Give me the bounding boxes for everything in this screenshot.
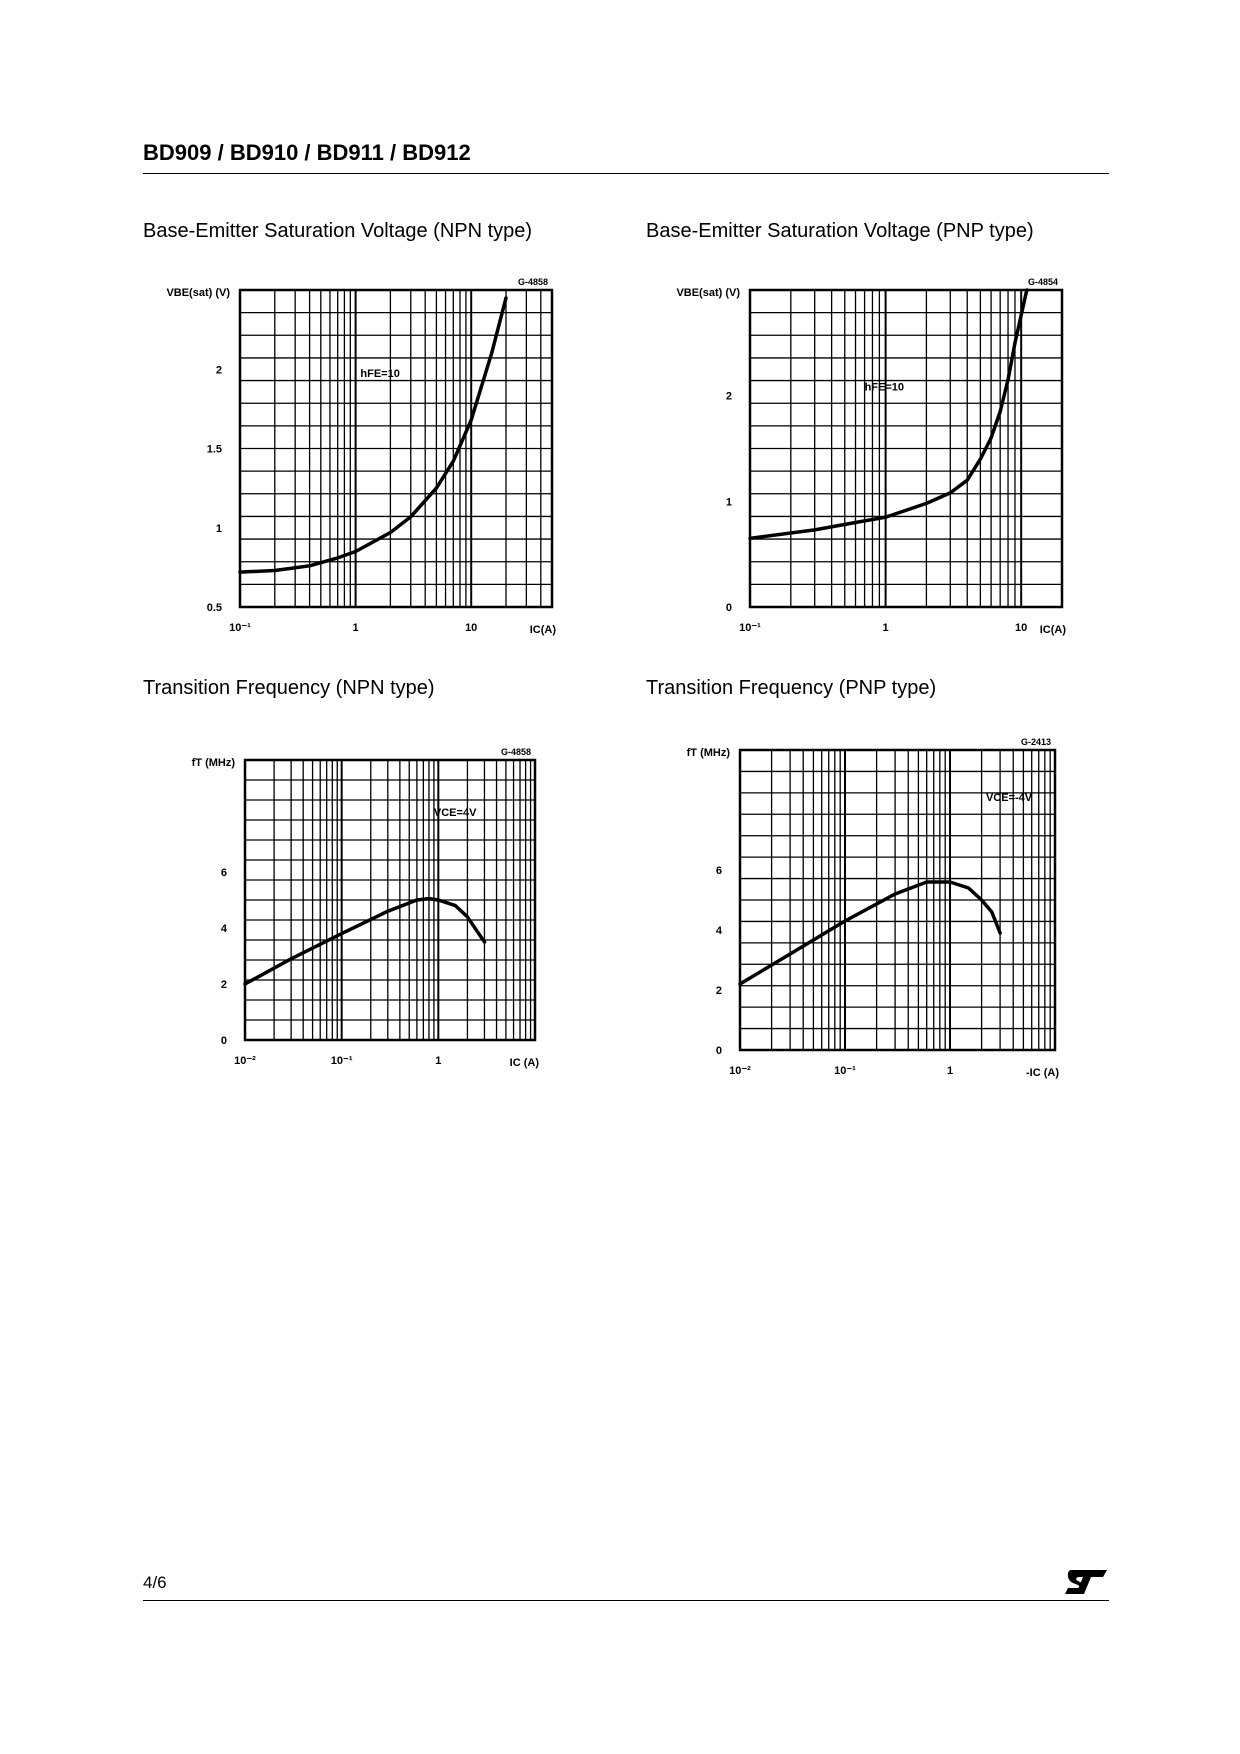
curve-annotation: VCE=4V (433, 807, 477, 819)
x-tick-label: 1 (352, 622, 359, 634)
x-axis-label: IC(A) (1039, 624, 1066, 636)
curve-annotation: hFE=10 (864, 381, 905, 394)
x-tick-label: 10⁻² (729, 1065, 751, 1077)
x-tick-label: 10 (465, 622, 478, 634)
chart-title-npn-vbe: Base-Emitter Saturation Voltage (NPN type) (143, 220, 533, 242)
y-tick-label: 6 (715, 865, 722, 877)
chart-pnp-ft (680, 730, 1080, 1100)
chart-title-pnp-ft: Transition Frequency (PNP type) (646, 677, 937, 699)
x-tick-label: 10⁻² (234, 1055, 256, 1067)
series-line (740, 882, 1000, 984)
figure-code: G-2413 (1020, 737, 1051, 747)
y-tick-label: 4 (220, 923, 227, 935)
y-tick-label: 2 (715, 985, 722, 997)
x-axis-label: -IC (A) (1026, 1067, 1059, 1079)
x-axis-label: IC (A) (509, 1057, 539, 1069)
chart-pnp-vbe (676, 270, 1080, 655)
x-tick-label: 10⁻¹ (229, 622, 251, 634)
y-tick-label: 2 (220, 979, 227, 991)
x-tick-label: 10⁻¹ (834, 1065, 856, 1077)
x-tick-label: 1 (435, 1055, 442, 1067)
y-tick-label: 4 (715, 925, 722, 937)
y-axis-label: VBE(sat) (V) (676, 287, 740, 299)
chart-npn-ft (190, 730, 590, 1085)
y-tick-label: 0 (220, 1035, 227, 1047)
x-tick-label: 10⁻¹ (330, 1055, 353, 1067)
footer-rule (143, 1600, 1109, 1601)
chart-title-npn-ft: Transition Frequency (NPN type) (143, 677, 435, 699)
curve-annotation: VCE=-4V (985, 792, 1033, 804)
y-tick-label: 0 (725, 602, 732, 614)
curve-annotation: hFE=10 (360, 368, 400, 381)
page-header-title: BD909 / BD910 / BD911 / BD912 (143, 140, 471, 165)
figure-code: G-4858 (517, 277, 548, 287)
figure-code: G-4854 (1027, 277, 1058, 287)
chart-npn-vbe (166, 270, 570, 655)
chart-title-pnp-vbe: Base-Emitter Saturation Voltage (PNP type) (646, 220, 1034, 242)
y-axis-label: fT (MHz) (686, 747, 730, 759)
figure-code: G-4858 (500, 747, 531, 757)
series-line (750, 290, 1027, 538)
page-number: 4/6 (143, 1573, 167, 1592)
x-tick-label: 1 (946, 1065, 954, 1077)
y-tick-label: 1 (215, 522, 222, 535)
y-axis-label: fT (MHz) (191, 757, 235, 769)
y-tick-label: 1 (725, 496, 732, 509)
y-tick-label: 6 (220, 867, 227, 879)
x-tick-label: 1 (882, 622, 889, 634)
x-tick-label: 10 (1015, 622, 1028, 634)
y-tick-label: 2 (725, 390, 732, 403)
header-rule (143, 173, 1109, 174)
y-tick-label: 0.5 (206, 602, 222, 614)
y-tick-label: 0 (715, 1045, 722, 1057)
series-line (245, 899, 485, 984)
x-axis-label: IC(A) (529, 624, 556, 636)
st-logo-icon (1063, 1568, 1109, 1596)
y-tick-label: 1.5 (206, 443, 222, 456)
x-tick-label: 10⁻¹ (739, 622, 761, 634)
y-axis-label: VBE(sat) (V) (166, 287, 230, 299)
y-tick-label: 2 (215, 364, 222, 377)
